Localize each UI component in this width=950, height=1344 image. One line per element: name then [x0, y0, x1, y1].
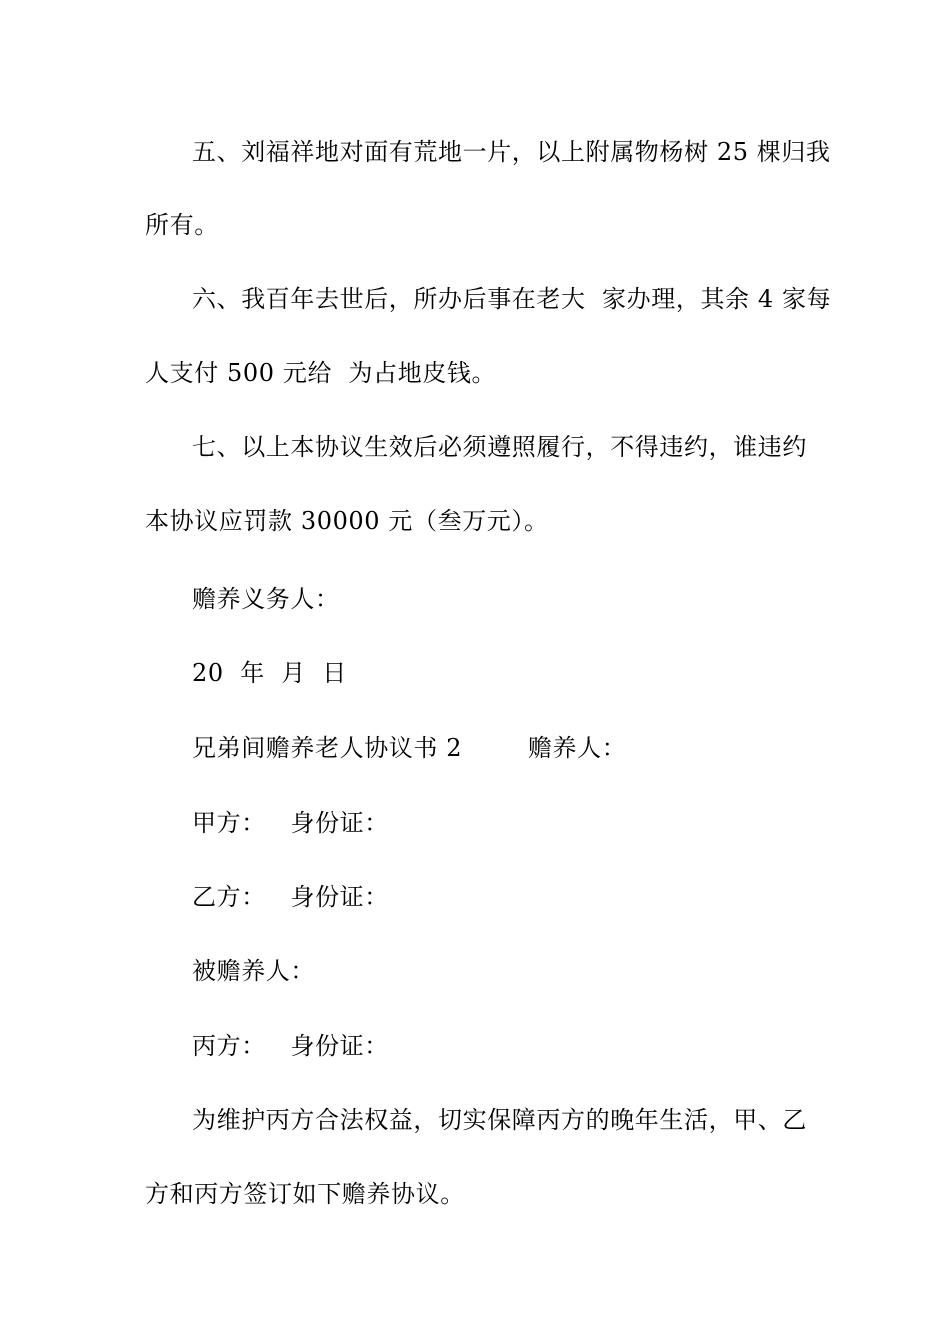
supported-person-label: 被赡养人：: [192, 957, 315, 985]
paragraph-7-line-1: 七、以上本协议生效后必须遵照履行，不得违约，谁违约: [192, 433, 807, 461]
paragraph-5-line-2: 所有。: [145, 211, 219, 239]
party-b-line: 乙方： 身份证：: [192, 883, 389, 911]
section-title: 兄弟间赡养老人协议书 2 赡养人：: [192, 734, 627, 762]
paragraph-6-line-2: 人支付 500 元给 为占地皮钱。: [145, 359, 497, 387]
paragraph-6-line-1: 六、我百年去世后，所办后事在老大 家办理，其余 4 家每: [192, 285, 832, 313]
paragraph-5-line-1: 五、刘福祥地对面有荒地一片，以上附属物杨树 25 棵归我: [192, 138, 831, 166]
paragraph-7-line-2: 本协议应罚款 30000 元（叁万元）。: [145, 507, 549, 535]
date-line: 20 年 月 日: [192, 659, 347, 687]
party-c-line: 丙方： 身份证：: [192, 1032, 389, 1060]
intro-line-2: 方和丙方签订如下赡养协议。: [145, 1180, 465, 1208]
signature-label: 赡养义务人：: [192, 585, 340, 613]
party-a-line: 甲方： 身份证：: [192, 809, 389, 837]
intro-line-1: 为维护丙方合法权益，切实保障丙方的晚年生活，甲、乙: [192, 1106, 807, 1134]
